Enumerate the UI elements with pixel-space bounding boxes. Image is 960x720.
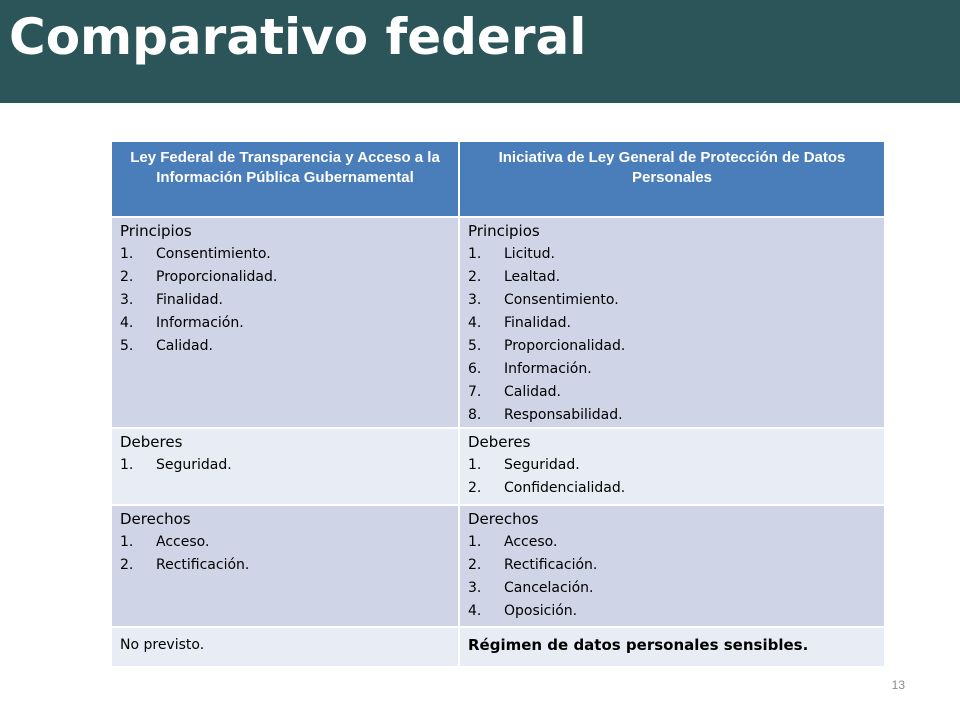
cell-sensibles-right xyxy=(459,627,885,667)
regimen-sensibles-text: Régimen de datos personales sensibles. xyxy=(468,636,809,654)
section-title: Principios xyxy=(120,222,192,240)
list-item-label: Información. xyxy=(504,361,592,377)
list-item-number: 2. xyxy=(468,480,482,496)
list-item xyxy=(120,335,450,358)
list-item xyxy=(120,289,450,312)
cell-principios-left xyxy=(111,217,459,428)
list-item-label: Finalidad. xyxy=(156,292,223,308)
list-item xyxy=(468,477,876,500)
slide-title: Comparativo federal xyxy=(9,8,587,66)
table-row-sensibles xyxy=(111,627,885,667)
list-item-number: 1. xyxy=(120,534,134,550)
list-item-label: Finalidad. xyxy=(504,315,571,331)
list-item xyxy=(120,554,450,577)
cell-derechos-right xyxy=(459,505,885,627)
list-item-label: Proporcionalidad. xyxy=(504,338,626,354)
list-item-label: Rectificación. xyxy=(156,557,250,573)
cell-derechos-left xyxy=(111,505,459,627)
cell-principios-right xyxy=(459,217,885,428)
list-item-number: 3. xyxy=(468,580,482,596)
list-item xyxy=(468,266,876,289)
section-title: Deberes xyxy=(120,433,183,451)
list-item-number: 2. xyxy=(468,557,482,573)
list-item-number: 4. xyxy=(468,603,482,619)
list-item-label: Seguridad. xyxy=(504,457,580,473)
list-item-number: 5. xyxy=(120,338,134,354)
list-item xyxy=(468,531,876,554)
table-row-principios xyxy=(111,217,885,428)
table-header-row xyxy=(111,141,885,217)
no-previsto-text: No previsto. xyxy=(120,637,205,653)
list-item-number: 4. xyxy=(120,315,134,331)
list-item xyxy=(468,600,876,623)
cell-deberes-left xyxy=(111,428,459,505)
list-item xyxy=(120,266,450,289)
table-row-derechos xyxy=(111,505,885,627)
list-item-number: 8. xyxy=(468,407,482,423)
list-item-number: 3. xyxy=(120,292,134,308)
table-row-deberes xyxy=(111,428,885,505)
derechos-right-list xyxy=(468,531,876,623)
list-item xyxy=(468,358,876,381)
list-item-number: 1. xyxy=(468,457,482,473)
derechos-left-list xyxy=(120,531,450,577)
principios-right-list xyxy=(468,243,876,427)
list-item-number: 2. xyxy=(120,557,134,573)
list-item-label: Acceso. xyxy=(156,534,210,550)
header-right: Iniciativa de Ley General de Protección de Datos Personales xyxy=(459,141,885,217)
deberes-right-list xyxy=(468,454,876,500)
cell-deberes-right xyxy=(459,428,885,505)
section-title: Deberes xyxy=(468,433,531,451)
list-item-number: 5. xyxy=(468,338,482,354)
section-title: Principios xyxy=(468,222,540,240)
comparison-table xyxy=(110,140,886,668)
list-item-number: 1. xyxy=(468,246,482,262)
list-item-label: Consentimiento. xyxy=(156,246,271,262)
list-item-number: 3. xyxy=(468,292,482,308)
list-item-label: Acceso. xyxy=(504,534,558,550)
list-item xyxy=(120,312,450,335)
list-item-label: Rectificación. xyxy=(504,557,598,573)
section-title: Derechos xyxy=(120,510,191,528)
list-item-label: Información. xyxy=(156,315,244,331)
list-item xyxy=(468,335,876,358)
list-item-number: 2. xyxy=(468,269,482,285)
list-item-label: Proporcionalidad. xyxy=(156,269,278,285)
list-item xyxy=(468,312,876,335)
cell-sensibles-left xyxy=(111,627,459,667)
list-item-number: 1. xyxy=(120,246,134,262)
list-item xyxy=(468,454,876,477)
list-item-label: Licitud. xyxy=(504,246,555,262)
list-item xyxy=(468,554,876,577)
list-item-label: Lealtad. xyxy=(504,269,561,285)
list-item xyxy=(468,404,876,427)
list-item xyxy=(468,243,876,266)
list-item-label: Responsabilidad. xyxy=(504,407,623,423)
list-item xyxy=(120,531,450,554)
principios-left-list xyxy=(120,243,450,358)
list-item-number: 6. xyxy=(468,361,482,377)
list-item-label: Cancelación. xyxy=(504,580,594,596)
list-item xyxy=(468,381,876,404)
list-item-label: Calidad. xyxy=(156,338,213,354)
section-title: Derechos xyxy=(468,510,539,528)
list-item-label: Seguridad. xyxy=(156,457,232,473)
title-bar xyxy=(0,0,960,103)
list-item xyxy=(120,454,450,477)
list-item xyxy=(120,243,450,266)
list-item-label: Confidencialidad. xyxy=(504,480,626,496)
list-item-number: 1. xyxy=(120,457,134,473)
header-left: Ley Federal de Transparencia y Acceso a la Información Pública Gubernamental xyxy=(111,141,459,217)
list-item xyxy=(468,289,876,312)
list-item-number: 2. xyxy=(120,269,134,285)
list-item-number: 4. xyxy=(468,315,482,331)
list-item-label: Consentimiento. xyxy=(504,292,619,308)
list-item-label: Oposición. xyxy=(504,603,578,619)
list-item xyxy=(468,577,876,600)
deberes-left-list xyxy=(120,454,450,477)
list-item-number: 1. xyxy=(468,534,482,550)
page-number: 13 xyxy=(891,678,905,692)
list-item-label: Calidad. xyxy=(504,384,561,400)
list-item-number: 7. xyxy=(468,384,482,400)
